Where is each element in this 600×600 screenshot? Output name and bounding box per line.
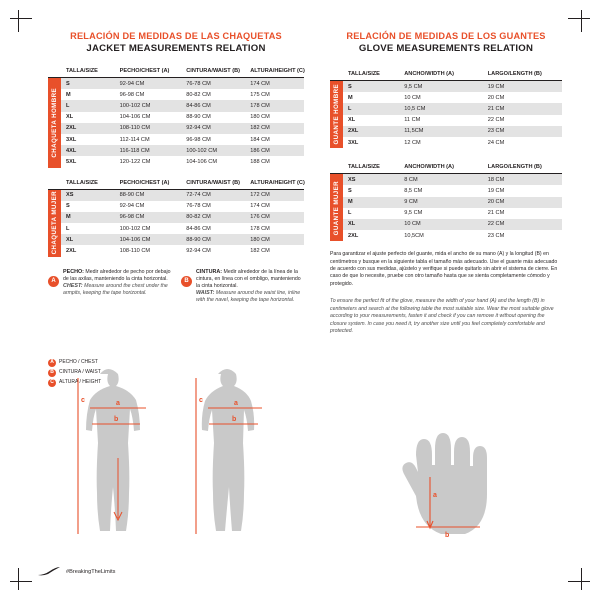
cell-value: 23 CM — [487, 128, 505, 135]
svg-text:b: b — [114, 416, 119, 423]
glove-women-table — [330, 162, 562, 241]
table-row — [330, 230, 562, 241]
cell-value: 174 CM — [250, 203, 270, 210]
table-row — [48, 89, 304, 100]
cell-value: 92-94 CM — [119, 203, 145, 210]
cell-value: 96-98 CM — [119, 91, 145, 98]
cell-value: 11,5CM — [404, 128, 424, 135]
note-label-es: CINTURA: — [196, 268, 223, 275]
cell-value: 116-118 CM — [119, 147, 150, 154]
cell-value: 184 CM — [250, 136, 270, 143]
note-waist — [181, 269, 304, 305]
jacket-women-side-tab — [48, 190, 61, 257]
table-row — [330, 219, 562, 230]
cell-size: 3XL — [66, 136, 77, 143]
table-row — [330, 81, 562, 93]
glove-women-table-wrap — [330, 162, 562, 241]
note-label-es: PECHO: — [63, 268, 84, 275]
table-header-row — [48, 66, 304, 78]
cell-value: 180 CM — [250, 114, 270, 121]
cell-value: 10 CM — [404, 221, 421, 228]
jacket-men-table — [48, 66, 304, 168]
cell-value: 104-106 CM — [119, 114, 151, 121]
cell-value: 188 CM — [250, 158, 270, 165]
legend-badge-icon: C — [48, 379, 56, 387]
cell-value: 175 CM — [250, 91, 270, 98]
cell-value: 178 CM — [250, 102, 270, 109]
table-row — [330, 197, 562, 208]
cell-value: 88-90 CM — [186, 236, 211, 243]
glove-title-en: GLOVE MEASUREMENTS RELATION — [358, 43, 534, 54]
cell-value: 19 CM — [487, 83, 505, 90]
body-measurement-figures — [48, 362, 304, 542]
cell-value: 108-110 CM — [119, 248, 151, 255]
cell-value: 9,5 CM — [404, 210, 423, 217]
cell-size: M — [348, 199, 353, 206]
column-header: TALLA/SIZE — [330, 162, 404, 174]
column-header: PECHO/CHEST (A) — [120, 66, 187, 78]
column-header: CINTURA/WAIST (B) — [186, 178, 250, 190]
cell-value: 180 CM — [250, 236, 270, 243]
cell-value: 182 CM — [250, 248, 270, 255]
table-row — [330, 137, 562, 148]
cell-value: 104-106 CM — [119, 236, 151, 243]
cell-size: L — [66, 225, 70, 232]
cell-value: 172 CM — [250, 192, 270, 199]
cell-value: 20 CM — [487, 94, 505, 101]
column-header: ANCHO/WIDTH (A) — [404, 69, 488, 81]
cell-value: 120-122 CM — [119, 158, 151, 165]
cell-value: 96-98 CM — [186, 136, 211, 143]
cell-value: 92-94 CM — [119, 80, 145, 87]
jacket-men-table-wrap — [48, 66, 304, 168]
cell-value: 76-78 CM — [186, 80, 211, 87]
table-row — [48, 134, 304, 145]
svg-text:a: a — [234, 400, 238, 407]
glove-paragraph-en: To ensure the perfect fit of the glove, measure the width of your hand (A) and the length (B) in centimeters and search at the following table the most suitable size. Wear the most suitable glove according to your measurements, fasten it and check if you can remove it without opening the closure system. In case you need it, try another size until you feel completely comfortable and protected. — [330, 298, 554, 334]
table-row — [48, 100, 304, 111]
note-text-es: Medir alrededor de pecho por debajo de las axilas, manteniendo la cinta horizontal. — [63, 268, 171, 282]
jacket-title-es: RELACIÓN DE MEDIDAS DE LAS CHAQUETAS — [70, 31, 282, 41]
column-header: LARGO/LENGTH (B) — [488, 69, 562, 81]
cell-value: 8 CM — [404, 176, 418, 183]
jacket-women-table — [48, 178, 304, 257]
cell-size: M — [66, 214, 71, 221]
badge-a-icon: A — [48, 276, 59, 287]
svg-text:a: a — [116, 400, 120, 407]
jacket-men-side-tab — [48, 78, 61, 168]
table-row — [330, 174, 562, 186]
cell-size: 2XL — [348, 232, 359, 239]
cell-value: 88-90 CM — [186, 114, 211, 121]
cell-size: 2XL — [66, 125, 77, 132]
cell-size: L — [348, 105, 352, 112]
table-header-row — [48, 178, 304, 190]
column-header: PECHO/CHEST (A) — [120, 178, 187, 190]
table-row — [330, 103, 562, 114]
cell-value: 24 CM — [487, 139, 505, 146]
glove-men-table — [330, 69, 562, 148]
cell-size: XL — [66, 114, 74, 121]
note-text-en: Measure around the chest under the armpits, keeping the tape horizontal. — [63, 283, 168, 297]
cell-value: 22 CM — [487, 221, 505, 228]
cell-value: 12 CM — [404, 139, 421, 146]
crop-mark — [10, 18, 32, 19]
cell-value: 9,5 CM — [404, 83, 423, 90]
jacket-women-side-label: CHAQUETA MUJER — [51, 191, 58, 255]
column-header: ALTURA/HEIGHT (C) — [250, 178, 304, 190]
cell-value: 84-86 CM — [186, 225, 211, 232]
jacket-men-tbody — [48, 78, 304, 168]
cell-size: S — [66, 80, 70, 87]
cell-size: 4XL — [66, 147, 77, 154]
crop-mark — [568, 581, 590, 582]
cell-size: 2XL — [348, 128, 359, 135]
cell-size: S — [66, 203, 70, 210]
note-text-es: Medir alrededor de la línea de la cintura, en línea con el ombligo, manteniendo la cinta horizontal. — [196, 268, 301, 290]
cell-value: 11 CM — [404, 117, 421, 124]
table-row — [330, 126, 562, 137]
table-row — [330, 92, 562, 103]
cell-value: 96-98 CM — [119, 214, 145, 221]
cell-value: 80-82 CM — [186, 91, 211, 98]
glove-section — [330, 30, 562, 335]
cell-value: 92-94 CM — [186, 125, 211, 132]
cell-value: 18 CM — [487, 176, 505, 183]
crop-mark — [568, 18, 590, 19]
table-row — [48, 189, 304, 201]
cell-size: XL — [348, 221, 356, 228]
column-header: LARGO/LENGTH (B) — [488, 162, 562, 174]
cell-value: 84-86 CM — [186, 102, 211, 109]
cell-size: XL — [348, 117, 356, 124]
cell-value: 21 CM — [487, 210, 505, 217]
table-row — [330, 185, 562, 196]
cell-value: 76-78 CM — [186, 203, 211, 210]
cell-size: M — [348, 94, 353, 101]
table-header-row — [330, 69, 562, 81]
glove-men-table-wrap — [330, 69, 562, 148]
cell-size: M — [66, 91, 71, 98]
cell-size: 5XL — [66, 158, 77, 165]
cell-value: 100-102 CM — [186, 147, 218, 154]
column-header: TALLA/SIZE — [330, 69, 404, 81]
table-row — [48, 223, 304, 234]
svg-text:c: c — [199, 397, 203, 404]
column-header: CINTURA/WAIST (B) — [186, 66, 250, 78]
table-row — [48, 78, 304, 90]
cell-size: XS — [66, 192, 74, 199]
cell-value: 92-94 CM — [186, 248, 211, 255]
footer-hashtag: #BreakingTheLimits — [66, 568, 116, 575]
cell-value: 108-110 CM — [119, 125, 151, 132]
cell-value: 9 CM — [404, 199, 418, 206]
note-label-en: WAIST: — [196, 290, 215, 297]
glove-women-side-label: GUANTE MUJER — [333, 180, 340, 235]
svg-text:a: a — [433, 492, 437, 499]
cell-value: 80-82 CM — [186, 214, 211, 221]
table-row — [48, 201, 304, 212]
swoosh-logo-icon — [38, 567, 60, 576]
cell-value: 10,5CM — [404, 232, 424, 239]
note-chest — [48, 269, 171, 305]
glove-measurement-figure — [330, 415, 562, 545]
table-row — [48, 156, 304, 167]
jacket-notes — [48, 269, 304, 305]
svg-text:b: b — [445, 532, 450, 539]
cell-size: S — [348, 187, 352, 194]
glove-men-tbody — [330, 81, 562, 149]
cell-value: 20 CM — [487, 199, 505, 206]
cell-size: L — [66, 102, 70, 109]
note-label-en: CHEST: — [63, 283, 83, 290]
table-row — [48, 245, 304, 256]
cell-value: 176 CM — [250, 214, 270, 221]
cell-value: 178 CM — [250, 225, 270, 232]
cell-value: 19 CM — [487, 187, 505, 194]
cell-value: 8,5 CM — [404, 187, 423, 194]
jacket-title-en: JACKET MEASUREMENTS RELATION — [86, 43, 266, 54]
cell-value: 21 CM — [487, 105, 505, 112]
jacket-women-tbody — [48, 189, 304, 257]
glove-paragraph-es: Para garantizar el ajuste perfecto del guante, mida el ancho de su mano (A) y la longitud (B) en centímetros y busque en la siguiente tabla el tamaño más adecuado. Use el guante más adecuado de acuerdo con sus medidas, ajústelo y verifique si puede quitarlo sin abrir el sistema de cierre. En caso de que lo necesite, pruebe con otro tamaño hasta que se sienta completamente cómodo y protegido. — [330, 251, 558, 287]
table-row — [48, 112, 304, 123]
cell-value: 186 CM — [250, 147, 270, 154]
svg-text:c: c — [81, 397, 85, 404]
table-row — [48, 234, 304, 245]
cell-value: 22 CM — [487, 117, 505, 124]
table-row — [48, 145, 304, 156]
cell-value: 10,5 CM — [404, 105, 426, 112]
column-header: ANCHO/WIDTH (A) — [404, 162, 488, 174]
legend-label: PECHO / CHEST — [59, 359, 98, 365]
cell-size: 3XL — [348, 139, 359, 146]
legend-badge-icon: A — [48, 359, 56, 367]
cell-value: 104-106 CM — [186, 158, 218, 165]
cell-size: XL — [66, 236, 74, 243]
column-header: TALLA/SIZE — [48, 66, 120, 78]
jacket-women-table-wrap — [48, 178, 304, 257]
crop-mark — [581, 10, 582, 32]
glove-women-side-tab — [330, 174, 343, 241]
table-header-row — [330, 162, 562, 174]
column-header: TALLA/SIZE — [48, 178, 120, 190]
crop-mark — [18, 10, 19, 32]
crop-mark — [581, 568, 582, 590]
table-row — [330, 115, 562, 126]
cell-value: 100-102 CM — [119, 102, 151, 109]
cell-value: 182 CM — [250, 125, 270, 132]
cell-size: XS — [348, 176, 356, 183]
cell-value: 100-102 CM — [119, 225, 151, 232]
table-row — [330, 208, 562, 219]
legend-label: ALTURA / HEIGHT — [59, 379, 102, 385]
cell-value: 72-74 CM — [186, 192, 211, 199]
glove-men-side-tab — [330, 81, 343, 148]
svg-text:b: b — [232, 416, 237, 423]
cell-value: 174 CM — [250, 80, 270, 87]
column-header: ALTURA/HEIGHT (C) — [250, 66, 304, 78]
footer — [38, 567, 115, 576]
cell-value: 88-90 CM — [119, 192, 145, 199]
crop-mark — [18, 568, 19, 590]
table-row — [48, 212, 304, 223]
jacket-section — [48, 30, 304, 305]
glove-women-tbody — [330, 174, 562, 242]
glove-men-side-label: GUANTE HOMBRE — [333, 84, 340, 145]
legend-badge-icon: B — [48, 369, 56, 377]
cell-value: 10 CM — [404, 94, 421, 101]
badge-b-icon: B — [181, 276, 192, 287]
cell-size: 2XL — [66, 248, 77, 255]
note-text-en: Measure around the waist line, inline with the navel, keeping the tape horizontal. — [196, 290, 301, 304]
cell-size: L — [348, 210, 352, 217]
legend-label: CINTURA / WAIST — [59, 369, 101, 375]
crop-mark — [10, 581, 32, 582]
glove-title-es: RELACIÓN DE MEDIDAS DE LOS GUANTES — [346, 31, 546, 41]
cell-value: 112-114 CM — [119, 136, 150, 143]
cell-size: S — [348, 83, 352, 90]
table-row — [48, 123, 304, 134]
cell-value: 23 CM — [487, 232, 505, 239]
jacket-men-side-label: CHAQUETA HOMBRE — [51, 87, 58, 158]
